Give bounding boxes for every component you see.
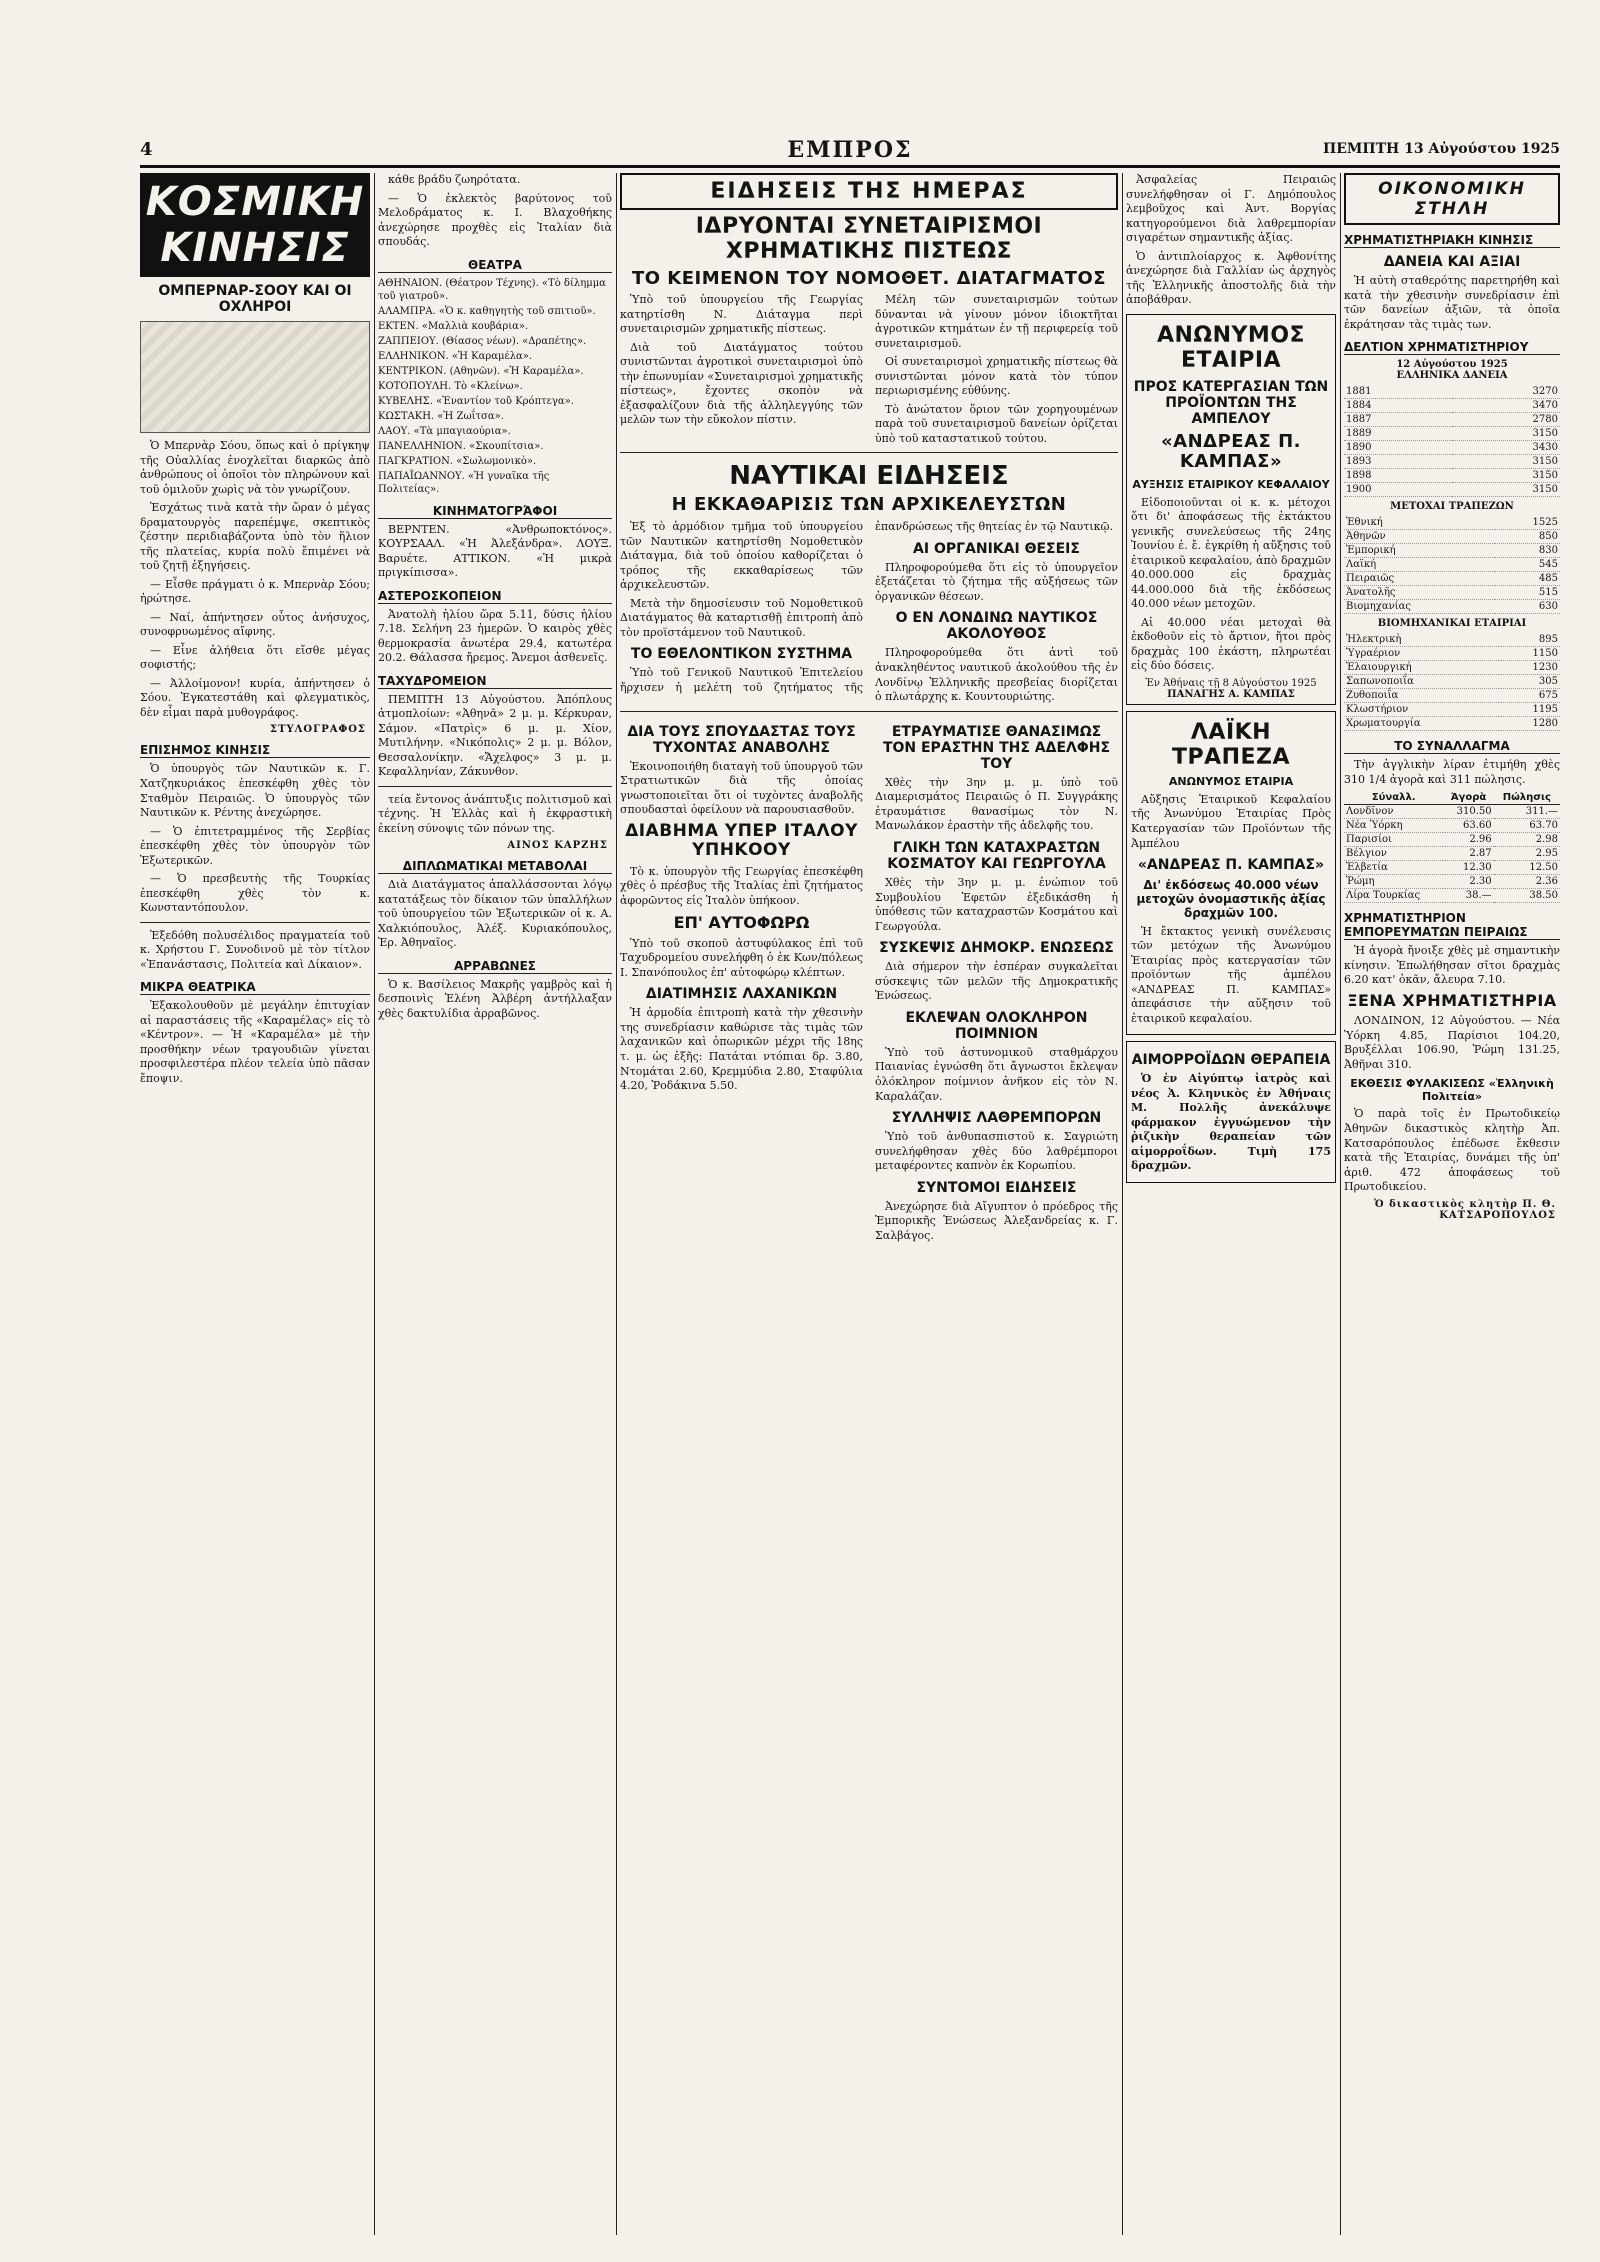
story-subheading: ΤΟ ΕΘΕΛΟΝΤΙΚΟΝ ΣΥΣΤΗΜΑ: [630, 646, 853, 663]
column-rule: [1122, 173, 1123, 2235]
table-value: 515: [1495, 586, 1560, 600]
exchange-table: [1344, 791, 1560, 903]
article-paragraph: Διὰ τοῦ Διατάγματος τούτου συνιστῶνται ἀγροτικοὶ συνεταιρισμοὶ ὑπὸ τὴν ἐπωνυμίαν «Συνεταιρισμοὶ χρηματικῆς πίστεως», ἔχοντες σκοπὸν νὰ ἐξασφαλίζουν διὰ τῆς ἀλληλεγγύης τῶν μελῶν των τὴν εὔκολον πίστιν.: [620, 340, 864, 427]
section-heading: ΧΡΗΜΑΤΙΣΤΗΡΙΑΚΗ ΚΙΝΗΣΙΣ: [1344, 233, 1560, 248]
subheadline: Η ΕΚΚΑΘΑΡΙΣΙΣ ΤΩΝ ΑΡΧΙΚΕΛΕΥΣΤΩΝ: [671, 494, 1067, 516]
bond-row: [1344, 413, 1560, 427]
article-paragraph: Διὰ σήμερον τὴν ἑσπέραν συγκαλεῖται σύσκεψις τῶν μελῶν τῆς Δημοκρατικῆς Ἑνώσεως.: [875, 960, 1118, 1003]
table-value: 12.50: [1494, 861, 1560, 875]
bond-row: [1344, 469, 1560, 483]
table-value: 2.98: [1494, 833, 1560, 847]
table-label: Σαπωνοποιΐα: [1344, 675, 1501, 689]
table-value: 1230: [1501, 661, 1560, 675]
bank-row: [1344, 600, 1560, 614]
table-label: Παρισίοι: [1344, 833, 1443, 847]
table-label: Λαϊκή: [1344, 558, 1495, 572]
table-value: 3470: [1452, 399, 1560, 413]
article-paragraph: Ἀνεχώρησε διὰ Αἴγυπτον ὁ πρόεδρος τῆς Ἐμπορικῆς Ἑνώσεως Ἀλεξανδρείας κ. Γ. Σαλβάγος.: [875, 1199, 1118, 1242]
section-banner-finance: ΟΙΚΟΝΟΜΙΚΗ ΣΤΗΛΗ: [1344, 173, 1560, 225]
table-value: 2.96: [1443, 833, 1493, 847]
advertisement-company: [1126, 314, 1336, 705]
industry-row: [1344, 703, 1560, 717]
table-value: 3270: [1452, 385, 1560, 399]
theatre-listing: ΠΑΝΕΛΛΗΝΙΟΝ. «Σκουπίτσια».: [378, 440, 544, 452]
theatre-listing: ΖΑΠΠΕΙΟΥ. (Θίασος νέων). «Δραπέτης».: [378, 335, 587, 347]
article-paragraph: — Ὁ ἐκλεκτὸς βαρύτονος τοῦ Μελοδράματος κ. Ι. Βλαχοθήκης ἀνεχώρησε προχθὲς εἰς Ἰταλίαν διὰ σπουδάς.: [378, 191, 612, 249]
ad-company-name: «ΑΝΔΡΕΑΣ Π. ΚΑΜΠΑΣ»: [1137, 857, 1325, 874]
newspaper-page: [140, 135, 1560, 2235]
article-paragraph: Ὑπὸ τοῦ Γενικοῦ Ναυτικοῦ Ἐπιτελείου ἤρχισεν ἡ μελέτη τοῦ ζητήματος τῆς ἐπανδρώσεως τῆς θητείας ἐν τῷ Ναυτικῷ.: [620, 520, 1113, 694]
section-heading: ΘΕΑΤΡΑ: [378, 258, 612, 273]
table-label: Βέλγιον: [1344, 847, 1443, 861]
table-label: 1884: [1344, 399, 1452, 413]
theatre-listing: ΛΑΟΥ. «Τὰ μπαγιαούρια».: [378, 425, 511, 437]
headline: ΝΑΥΤΙΚΑΙ ΕΙΔΗΣΕΙΣ: [729, 461, 1009, 492]
article-paragraph: Ἐξ τὸ ἁρμόδιον τμῆμα τοῦ ὑπουργείου τῶν Ναυτικῶν κατηρτίσθη Νομοθετικὸν Διάταγμα, διὰ τοῦ ὁποίου καθορίζεται ὁ τρόπος τῆς εκκαθαρίσεως τῶν ἀρχικελευστῶν.: [620, 520, 863, 592]
column-news: [620, 173, 1118, 2235]
table-label: Πειραιῶς: [1344, 572, 1495, 586]
industry-table: [1344, 633, 1560, 731]
table-label: Λονδῖνον: [1344, 805, 1443, 819]
section-heading: ΞΕΝΑ ΧΡΗΜΑΤΙΣΤΗΡΙΑ: [1347, 990, 1557, 1010]
article-paragraph: Ὁ ἀντιπλοίαρχος κ. Ἀφθονίτης ἀνεχώρησε διὰ Γαλλίαν ὡς ἀρχηγὸς τῆς Ἑλληνικῆς ἀποστολῆς διὰ τὴν ἀποβάθραν.: [1126, 249, 1336, 307]
industry-row: [1344, 661, 1560, 675]
table-header: Πώλησις: [1494, 791, 1560, 805]
exchange-row: [1344, 861, 1560, 875]
story-headline: ΕΚΛΕΨΑΝ ΟΛΟΚΛΗΡΟΝ ΠΟΙΜΝΙΟΝ: [905, 1009, 1088, 1042]
news-column-right: [875, 718, 1118, 1248]
bank-row: [1344, 586, 1560, 600]
theatre-listing: ΑΛΑΜΠΡΑ. «Ὁ κ. καθηγητὴς τοῦ σπιτιοῦ».: [378, 305, 596, 317]
section-heading: ΔΙΠΛΩΜΑΤΙΚΑΙ ΜΕΤΑΒΟΛΑΙ: [378, 859, 612, 874]
table-value: 830: [1495, 544, 1560, 558]
table-label: Ζυθοποιΐα: [1344, 689, 1501, 703]
table-value: 2.87: [1443, 847, 1493, 861]
article-paragraph: — Εἶσθε πράγματι ὁ κ. Μπερνὰρ Σόου; ἠρώτησε.: [140, 577, 370, 606]
story-headline: ΣΥΣΚΕΨΙΣ ΔΗΜΟΚΡ. ΕΝΩΣΕΩΣ: [879, 940, 1114, 957]
article-paragraph: Ὑπὸ τοῦ ἀνθυπασπιστοῦ κ. Σαγριώτη συνελήφθησαν χθὲς δύο λαθρέμποροι μεταφέροντες καπνὸν ἐκ Κορωπίου.: [875, 1130, 1118, 1173]
industry-row: [1344, 717, 1560, 731]
story-headline: ΔΙΑΒΗΜΑ ΥΠΕΡ ΙΤΑΛΟΥ ΥΠΗΚΟΟΥ: [625, 820, 858, 861]
table-value: 2.30: [1443, 875, 1493, 889]
theatre-listing: ΑΘΗΝΑΙΟΝ. (Θέατρον Τέχνης). «Τὸ δίλημμα τοῦ γιατροῦ».: [378, 277, 606, 302]
divider: [378, 786, 612, 787]
masthead: [140, 135, 1560, 168]
table-value: 485: [1495, 572, 1560, 586]
table-caption: ΒΙΟΜΗΧΑΝΙΚΑΙ ΕΤΑΙΡΙΑΙ: [1377, 618, 1527, 630]
story-headline: ΓΛΙΚΗ ΤΩΝ ΚΑΤΑΧΡΑΣΤΩΝ ΚΟΣΜΑΤΟΥ ΚΑΙ ΓΕΩΡΓΟΥΛΑ: [887, 839, 1106, 872]
table-value: 2.36: [1494, 875, 1560, 889]
bank-row: [1344, 516, 1560, 530]
article-paragraph: Ἡ ἀγορὰ ἤνοιξε χθὲς μὲ σημαντικὴν κίνησιν. Ἐπωλήθησαν σῖτοι δραχμὰς 6.20 κατ' ὀκᾶν, ἄλευρα 7.10.: [1344, 944, 1560, 987]
ad-title: ΑΙΜΟΡΡΟΪΔΩΝ ΘΕΡΑΠΕΙΑ: [1131, 1052, 1331, 1069]
theatre-listing: ΚΥΒΕΛΗΣ. «Ἐναντίον τοῦ Κρόπτεγα».: [378, 395, 574, 407]
advertisement-bank: [1126, 711, 1336, 1035]
table-value: 1150: [1501, 647, 1560, 661]
bulletin-title: ΔΕΛΤΙΟΝ ΧΡΗΜΑΤΙΣΤΗΡΙΟΥ: [1344, 340, 1560, 355]
table-label: 1889: [1344, 427, 1452, 441]
bank-row: [1344, 544, 1560, 558]
table-label: 1893: [1344, 455, 1452, 469]
divider: [620, 711, 1118, 712]
ad-caption: ΑΥΞΗΣΙΣ ΕΤΑΙΡΙΚΟΥ ΚΕΦΑΛΑΙΟΥ: [1132, 477, 1330, 491]
article-paragraph: Ἀσφαλείας Πειραιῶς συνελήφθησαν οἱ Γ. Δημόπουλος λεμβοῦχος καὶ Ἀντ. Βοργίας κατηγορούμενοι διὰ λαθρεμπορίαν σιγαρέτων σημαντικῆς ἀξίας.: [1126, 173, 1336, 245]
ad-offer: Δι' ἐκδόσεως 40.000 νέων μετοχῶν ὀνομαστικῆς ἀξίας δραχμῶν 100.: [1136, 878, 1326, 920]
ad-title: ΑΝΩΝΥΜΟΣ ΕΤΑΙΡΙΑ: [1156, 322, 1306, 373]
story-body: [620, 520, 1118, 704]
story-headline: ΔΙΑΤΙΜΗΣΙΣ ΛΑΧΑΝΙΚΩΝ: [645, 986, 838, 1003]
story-headline: ΕΤΡΑΥΜΑΤΙΣΕ ΘΑΝΑΣΙΜΩΣ ΤΟΝ ΕΡΑΣΤΗΝ ΤΗΣ ΑΔΕΛΦΗΣ ΤΟΥ: [882, 723, 1111, 772]
bond-row: [1344, 385, 1560, 399]
table-label: 1887: [1344, 413, 1452, 427]
exchange-row: [1344, 889, 1560, 903]
table-value: 545: [1495, 558, 1560, 572]
table-value: 3430: [1452, 441, 1560, 455]
table-label: Ἑλβετία: [1344, 861, 1443, 875]
ad-date: Ἐν Ἀθήναις τῇ 8 Αὐγούστου 1925: [1145, 677, 1317, 689]
industry-row: [1344, 675, 1560, 689]
column-arts: [378, 173, 612, 2235]
theatre-listing: ΠΑΓΚΡΑΤΙΟΝ. «Σωλωμονικὸ».: [378, 455, 537, 467]
table-value: 630: [1495, 600, 1560, 614]
table-caption: ΜΕΤΟΧΑΙ ΤΡΑΠΕΖΩΝ: [1390, 501, 1514, 513]
exchange-row: [1344, 833, 1560, 847]
table-value: 3150: [1452, 469, 1560, 483]
table-value: 2.95: [1494, 847, 1560, 861]
table-value: 305: [1501, 675, 1560, 689]
newspaper-name: ΕΜΠΡΟΣ: [787, 137, 913, 163]
article-paragraph: ΛΟΝΔΙΝΟΝ, 12 Αὐγούστου. — Νέα Ὑόρκη 4.85, Παρίσιοι 104.20, Βρυξέλλαι 106.90, Ῥώμη 131.25, Ἀθῆναι 310.: [1344, 1014, 1560, 1071]
article-paragraph: Ἐκοινοποιήθη διαταγὴ τοῦ ὑπουργοῦ τῶν Στρατιωτικῶν διὰ τῆς ὁποίας γνωστοποιεῖται ὅτι οἱ τυχὸντες ἀναβολῆς σπουδασταὶ ὀφείλουν νὰ παρουσιασθοῦν.: [620, 759, 863, 817]
ad-paragraph: Ἡ ἔκτακτος γενικὴ συνέλευσις τῶν μετόχων τῆς Ἀνωνύμου Ἑταιρίας πρὸς κατεργασίαν τῶν προϊόντων τῆς ἀμπέλου «ΑΝΔΡΕΑΣ Π. ΚΑΜΠΑΣ» ἀπεφάσισε τὴν αὔξησιν τοῦ ἐταιρικοῦ κεφαλαίου.: [1131, 924, 1331, 1025]
table-label: Βιομηχανίας: [1344, 600, 1495, 614]
table-value: 38.—: [1443, 889, 1493, 903]
story-headline: ΔΙΑ ΤΟΥΣ ΣΠΟΥΔΑΣΤΑΣ ΤΟΥΣ ΤΥΧΟΝΤΑΣ ΑΝΑΒΟΛΗΣ: [627, 723, 856, 756]
article-paragraph: Ὑπὸ τοῦ ὑπουργείου τῆς Γεωργίας κατηρτίσθη Ν. Διάταγμα περὶ συνεταιρισμῶν χρηματικῆς πίστεως.: [620, 293, 863, 336]
column-rule: [616, 173, 617, 2235]
table-value: 895: [1501, 633, 1560, 647]
column-notices: [1126, 173, 1336, 2235]
section-heading: ΑΣΤΕΡΟΣΚΟΠΕΙΟΝ: [378, 589, 612, 604]
table-label: Κλωστήριον: [1344, 703, 1501, 717]
table-label: 1881: [1344, 385, 1452, 399]
article-paragraph: — Ὁ πρεσβευτὴς τῆς Τουρκίας ἐπεσκέφθη χθὲς τὸν κ. Κωνσταντόπουλον.: [140, 872, 370, 915]
ad-paragraph: Αὔξησις Ἑταιρικοῦ Κεφαλαίου τῆς Ἀνωνύμου Ἑταιρίας Πρὸς Κατεργασίαν τῶν Προϊόντων τῆς Ἀμπέλου: [1131, 792, 1331, 850]
table-caption: ΕΛΛΗΝΙΚΑ ΔΑΝΕΙΑ: [1396, 370, 1508, 382]
article-paragraph: Ἡ αὐτὴ σταθερότης παρετηρήθη καὶ κατὰ τὴν χθεσινὴν συνεδρίασιν ἐπὶ τῶν δανείων ἀξιῶν, τὰ ὁποῖα ἐκράτησαν τὰς τιμὰς των.: [1344, 274, 1560, 331]
table-value: 38.50: [1494, 889, 1560, 903]
cinema-listing: ΒΕΡΝΤΕΝ. «Ἀνθρωποκτόνος». ΚΟΥΡΣΑΑΛ. «Ἡ Ἀλεξάνδρα». ΛΟΥΞ. Βαρυέτε. ΑΤΤΙΚΟΝ. «Ἡ μικρὰ πριγκίπισσα».: [378, 522, 612, 580]
article-paragraph: Διὰ Διατάγματος ἀπαλλάσσονται λόγῳ κατατάξεως τὸν δίκαιον τῶν ὑπαλλήλων τοῦ ὑπουργείου τῶν Ἐξωτερικῶν οἱ κ. Α. Χαλκιόπουλος, Ἀλέξ. Κυριακόπουλος, Ἐρ. Ἀθηναῖος.: [378, 878, 612, 950]
ad-company-name: «ΑΝΔΡΕΑΣ Π. ΚΑΜΠΑΣ»: [1161, 430, 1301, 473]
industry-row: [1344, 647, 1560, 661]
bank-row: [1344, 572, 1560, 586]
byline: ΣΤΥΛΟΓΡΑΦΟΣ: [270, 724, 366, 736]
article-paragraph: Τὸ κ. ὑπουργὸν τῆς Γεωργίας ἐπεσκέφθη χθὲς ὁ πρέσβυς τῆς Ἰταλίας ἐπὶ ζητήματος ἀφορῶντος εἰς Ἰταλὸν ὑπήκοον.: [620, 864, 863, 907]
section-title-society: ΚΟΣΜΙΚΗ ΚΙΝΗΣΙΣ: [140, 173, 370, 277]
story-headline: ΣΥΝΤΟΜΟΙ ΕΙΔΗΣΕΙΣ: [916, 1179, 1077, 1196]
page-number: 4: [140, 139, 153, 160]
theatre-listing: ΚΩΣΤΑΚΗ. «Ἡ Ζωΐτσα».: [378, 410, 504, 422]
ad-paragraph: Εἰδοποιοῦνται οἱ κ. κ. μέτοχοι ὅτι δι' ἀποφάσεως τῆς ἐκτάκτου γενικῆς συνελεύσεως τῆς 24ης Ἰουνίου ἐ. ἔ. ἐγκρίθη ἡ αὔξησις τοῦ ἐταιρικοῦ κεφαλαίου, ἀπὸ δραχμῶν 40.000.000 εἰς δραχμὰς 44.000.000 διὰ τῆς ἐκδόσεως 40.000 νέων μετοχῶν.: [1131, 495, 1331, 611]
article-paragraph: τεία ἔντονος ἀνάπτυξις πολιτισμοῦ καὶ τέχνης. Ἡ Ἑλλὰς καὶ ἡ ἐκφραστικὴ ἐκείνη σύνοψις τῶν πόνων της.: [378, 792, 612, 835]
banks-table: [1344, 516, 1560, 614]
exchange-row: [1344, 805, 1560, 819]
ad-title: ΛΑΪΚΗ ΤΡΑΠΕΖΑ: [1171, 719, 1291, 771]
article-paragraph: Χθὲς τὴν 3ην μ. μ. ὑπὸ τοῦ Διαμερισμάτος Πειραιῶς ὁ Π. Συγγράκης ἐτραυμάτισε θανασίμως τὸν Ν. Μανωλάκον ἐραστὴν τῆς ἀδελφῆς του.: [875, 775, 1118, 833]
table-value: 3150: [1452, 455, 1560, 469]
story-subheading: Ο ΕΝ ΛΟΝΔΙΝΩ ΝΑΥΤΙΚΟΣ ΑΚΟΛΟΥΘΟΣ: [895, 610, 1098, 643]
notice-signature: Ὁ δικαστικὸς κλητὴρ Π. Θ. ΚΑΤΣΑΡΟΠΟΥΛΟΣ: [1374, 1198, 1556, 1221]
article-paragraph: — Εἶνε ἀλήθεια ὅτι εἴσθε μέγας σοφιστής;: [140, 643, 370, 672]
bond-row: [1344, 427, 1560, 441]
table-value: 311.—: [1494, 805, 1560, 819]
ad-subtitle: ΑΝΩΝΥΜΟΣ ΕΤΑΙΡΙΑ: [1168, 775, 1294, 789]
bank-row: [1344, 558, 1560, 572]
byline: ΑΙΝΟΣ ΚΑΡΖΗΣ: [507, 840, 608, 852]
ad-paragraph: Ὁ ἐν Αἰγύπτῳ ἰατρὸς καὶ νέος Ἀ. Κληνικὸς ἐν Ἀθήναις Μ. Πολλῆς ἀνεκάλυψε φάρμακον ἐγγυώμενον τὴν ῥιζικὴν θεραπείαν τῶν αἱμορροΐδων. Τιμὴ 175 δραχμῶν.: [1131, 1072, 1331, 1173]
table-value: 1280: [1501, 717, 1560, 731]
article-paragraph: — Ὁ ἐπιτετραμμένος τῆς Σερβίας ἐπεσκέφθη χθὲς τὸν ὑπουργὸν τῶν Ἐξωτερικῶν.: [140, 824, 370, 867]
table-value: 12.30: [1443, 861, 1493, 875]
article-paragraph: Ὑπὸ τοῦ σκοποῦ ἀστυφύλακος ἐπὶ τοῦ Ταχυδρομείου συνελήφθη ὁ ἐκ Κων/πόλεως Ι. Σπανόπουλος ἐπ' αὐτοφώρῳ κλέπτων.: [620, 936, 863, 979]
table-value: 3150: [1452, 427, 1560, 441]
ad-subtitle: ΠΡΟΣ ΚΑΤΕΡΓΑΣΙΑΝ ΤΩΝ ΠΡΟΪΟΝΤΩΝ ΤΗΣ ΑΜΠΕΛΟΥ: [1133, 379, 1329, 428]
advertisement-medical: [1126, 1041, 1336, 1183]
exchange-row: [1344, 819, 1560, 833]
table-label: Ἠλεκτρικὴ: [1344, 633, 1501, 647]
section-heading: ΕΠΙΣΗΜΟΣ ΚΙΝΗΣΙΣ: [140, 743, 370, 758]
column-rule: [374, 173, 375, 2235]
bank-row: [1344, 530, 1560, 544]
section-heading: ΤΟ ΣΥΝΑΛΛΑΓΜΑ: [1344, 739, 1560, 754]
column-finance: [1344, 173, 1560, 2235]
theatre-listing: ΕΛΛΗΝΙΚΟΝ. «Ἡ Καραμέλα».: [378, 350, 533, 362]
table-label: 1890: [1344, 441, 1452, 455]
table-value: 1195: [1501, 703, 1560, 717]
theatre-list: [378, 277, 612, 496]
bond-row: [1344, 399, 1560, 413]
table-label: Ἀνατολῆς: [1344, 586, 1495, 600]
table-label: Νέα Ὑόρκη: [1344, 819, 1443, 833]
article-paragraph: Ὁ κ. Βασίλειος Μακρῆς γαμβρὸς καὶ ἡ δεσποινὶς Ἑλένη Ἀλβέρη ἀντήλλαξαν χθὲς δακτυλίδια ἀρραβῶνος.: [378, 977, 612, 1020]
theatre-listing: ΚΕΝΤΡΙΚΟΝ. (Αθηνῶν). «Ἡ Καραμέλα».: [378, 365, 584, 377]
article-paragraph: Τὴν ἀγγλικὴν λίραν ἐτιμήθη χθὲς 310 1/4 ἀγορὰ καὶ 311 πώλησις.: [1344, 758, 1560, 786]
table-value: 1525: [1495, 516, 1560, 530]
bond-row: [1344, 441, 1560, 455]
article-paragraph: Ὁ παρὰ τοῖς ἐν Πρωτοδικείῳ Ἀθηνῶν δικαστικὸς κλητὴρ Ἀπ. Κατσαρόπουλος ἐπέδωσε ἔκθεσιν κατὰ τῆς Ἑταιρίας, δυνάμει τῆς ὑπ' ἀριθ. 472 ἀποφάσεως τοῦ Πρωτοδικείου.: [1344, 1107, 1560, 1194]
story-body: [620, 293, 1118, 446]
article-paragraph: Πληροφορούμεθα ὅτι εἰς τὸ ὑπουργεῖον ἐξετάζεται τὸ ζήτημα τῆς αὐξήσεως τῶν ὀργανικῶν θέσεων.: [875, 560, 1118, 603]
table-header: Ἀγορὰ: [1443, 791, 1493, 805]
story-headline: ΕΠ' ΑΥΤΟΦΩΡΩ: [673, 913, 810, 933]
table-header: Σύναλλ.: [1344, 791, 1443, 805]
issue-date: ΠΕΜΠΤΗ 13 Αὐγούστου 1925: [1323, 141, 1560, 157]
divider: [620, 452, 1118, 453]
column-rule: [1340, 173, 1341, 2235]
table-label: Ἐλαιουργική: [1344, 661, 1501, 675]
table-label: 1900: [1344, 483, 1452, 497]
table-value: 850: [1495, 530, 1560, 544]
table-label: 1898: [1344, 469, 1452, 483]
theatre-listing: ΕΚΤΕΝ. «Μαλλιὰ κουβάρια».: [378, 320, 529, 332]
table-label: Ὑγραέριον: [1344, 647, 1501, 661]
article-paragraph: — Ναί, ἀπήντησεν οὗτος ἀνήσυχος, συνοφρυωμένος αἴφνης.: [140, 610, 370, 639]
table-label: Χρωματουργία: [1344, 717, 1501, 731]
bond-row: [1344, 483, 1560, 497]
article-paragraph: Οἱ συνεταιρισμοὶ χρηματικῆς πίστεως θὰ συνιστῶνται μόνον κατὰ τὸν τύπον περιωρισμένης εὐθύνης.: [875, 355, 1118, 398]
news-column-left: [620, 718, 863, 1248]
article-paragraph: Ὁ ὑπουργὸς τῶν Ναυτικῶν κ. Γ. Χατζηκυριάκος ἐπεσκέφθη χθὲς τὸν Σταθμὸν Πειραιῶς. Ὁ ὑπουργὸς τῶν Ναυτικῶν κ. Ρέντης ἀνεχώρησε.: [140, 762, 370, 820]
section-heading: ΤΑΧΥΔΡΟΜΕΙΟΝ: [378, 674, 612, 689]
article-paragraph: Ἡ ἁρμοδία ἐπιτροπὴ κατὰ τὴν χθεσινὴν της συνεδρίασιν καθώρισε τὰς τιμὰς τῶν λαχανικῶν καὶ ὀπωρικῶν μέχρι τῆς 18ης τ. μ. ὡς ἑξῆς: Πατάται ντόπιαι δρ. 3.80, Ντομάται 2.60, Κρεμμύδια 2.80, Σταφύλια 4.20, Ῥοδάκινα 5.50.: [620, 1006, 863, 1093]
article-paragraph: Ἐσχάτως τινὰ κατὰ τὴν ὥραν ὁ μέγας δραματουργὸς παρεπέμψε, σκεπτικὸς ζέστην περιδιαβάζοντα ὑπὸ τὸν ἥλιον τῆς πλατείας, κυρία πολὺ ἔπιμένει νὰ τοῦ ζητῇ ἐξηγήσεις.: [140, 501, 370, 573]
article-paragraph: Ἐξακολουθοῦν μὲ μεγάλην ἐπιτυχίαν αἱ παραστάσεις τῆς «Καραμέλας» εἰς τὸ «Κέντρον». — Ἡ «Καραμέλα» μὲ τὴν προσθήκην νέων τραγουδιῶν γίνεται προσφιλεστέρα πλέον τελεία ὑπὸ πᾶσαν ἔποψιν.: [140, 999, 370, 1085]
theatre-listing: ΠΑΠΑΪΩΑΝΝΟΥ. «Ἡ γυναῖκα τῆς Πολιτείας».: [378, 470, 550, 495]
table-label: Ῥώμη: [1344, 875, 1443, 889]
industry-row: [1344, 633, 1560, 647]
article-paragraph: Χθὲς τὴν 3ην μ. μ. ἐνώπιον τοῦ Συμβουλίου Ἐφετῶν ἐξεδικάσθη ἡ ὑπόθεσις τῶν καταχραστῶν Κοσμάτου καὶ Γεωργούλα.: [875, 876, 1118, 933]
ad-signature: ΠΑΝΑΓΗΣ Α. ΚΑΜΠΑΣ: [1167, 688, 1295, 700]
article-paragraph: ΠΕΜΠΤΗ 13 Αὐγούστου. Ἀπόπλους ἀτμοπλοίων: «Ἀθηνᾶ» 2 μ. μ. Κέρκυραν, Σάμον. «Πατρὶς» 6 μ. μ. Χίον, Μυτιλήνην. «Νικόπολις» 2 μ. μ. Βόλον, Θεσσαλονίκην. «Ἄχελφος» 3 μ. μ. Κεφαλληνίαν, Ζάκυνθον.: [378, 692, 612, 779]
exchange-row: [1344, 847, 1560, 861]
table-label: Λίρα Τουρκίας: [1344, 889, 1443, 903]
bond-row: [1344, 455, 1560, 469]
illustration-image: [140, 321, 370, 433]
table-value: 63.70: [1494, 819, 1560, 833]
article-paragraph: Μετὰ τὴν δημοσίευσιν τοῦ Νομοθετικοῦ Διατάγματος θὰ καταρτισθῇ ἐπιτροπὴ ἀπὸ τὸν προϊστάμενον τοῦ Ναυτικοῦ.: [620, 596, 863, 639]
subheadline: ΤΟ ΚΕΙΜΕΝΟΝ ΤΟΥ ΝΟΜΟΘΕΤ. ΔΙΑΤΑΓΜΑΤΟΣ: [631, 267, 1107, 289]
table-label: Ἐθνική: [1344, 516, 1495, 530]
table-value: 2780: [1452, 413, 1560, 427]
table-label: Ἐμπορική: [1344, 544, 1495, 558]
ad-paragraph: Αἱ 40.000 νέαι μετοχαὶ θὰ ἐκδοθοῦν εἰς τὸ ἄρτιον, ἤτοι πρὸς δραχμὰς 100 ἑκάστη, πληρωτέαι εἰς δύο δόσεις.: [1131, 615, 1331, 673]
table-value: 63.60: [1443, 819, 1493, 833]
section-heading: ΜΙΚΡΑ ΘΕΑΤΡΙΚΑ: [140, 980, 370, 995]
article-paragraph: Τὸ ἀνώτατον ὅριον τῶν χορηγουμένων παρὰ τοῦ συνεταιρισμοῦ δανείων ὁρίζεται ὑπὸ τοῦ καταστατικοῦ τούτου.: [875, 402, 1118, 445]
section-subheading: ΔΑΝΕΙΑ ΚΑΙ ΑΞΙΑΙ: [1383, 254, 1521, 270]
story-headline: ΣΥΛΛΗΨΙΣ ΛΑΘΡΕΜΠΟΡΩΝ: [891, 1110, 1102, 1127]
section-heading: ΚΙΝΗΜΑΤΟΓΡΆΦΟΙ: [378, 504, 612, 519]
section-banner-news: ΕΙΔΗΣΕΙΣ ΤΗΣ ΗΜΕΡΑΣ: [620, 173, 1118, 210]
table-value: 310.50: [1443, 805, 1493, 819]
column-society: [140, 173, 370, 2235]
story-subheading: ΑΙ ΟΡΓΑΝΙΚΑΙ ΘΕΣΕΙΣ: [913, 540, 1080, 557]
notice-title: ΕΚΘΕΣΙΣ ΦΥΛΑΚΙΣΕΩΣ «Ἑλληνικὴ Πολιτεία»: [1350, 1077, 1554, 1103]
bonds-table: [1344, 385, 1560, 497]
divider: [140, 922, 370, 923]
industry-row: [1344, 689, 1560, 703]
article-paragraph: Πληροφορούμεθα ὅτι ἀντὶ τοῦ ἀνακληθέντος ναυτικοῦ ἀκολούθου τῆς ἐν Λονδίνῳ Ἑλληνικῆς πρεσβείας διορίζεται ὁ πλωτάρχης κ. Κουντουριώτης.: [875, 646, 1118, 704]
exchange-row: [1344, 875, 1560, 889]
table-value: 3150: [1452, 483, 1560, 497]
section-heading: ΧΡΗΜΑΤΙΣΤΗΡΙΟΝ ΕΜΠΟΡΕΥΜΑΤΩΝ ΠΕΙΡΑΙΩΣ: [1344, 911, 1560, 940]
table-value: 675: [1501, 689, 1560, 703]
table-label: Ἀθηνῶν: [1344, 530, 1495, 544]
bulletin-date: 12 Αὐγούστου 1925: [1396, 359, 1508, 371]
article-paragraph: κάθε βράδυ ζωηρότατα.: [388, 173, 521, 186]
section-heading: ΑΡΡΑΒΩΝΕΣ: [378, 959, 612, 974]
article-paragraph: Μέλη τῶν συνεταιρισμῶν τούτων δύνανται νὰ γίνουν μόνον ἰδιοκτῆται ἀγροτικῶν κτημάτων ἐν τῇ περιφερείᾳ τοῦ συνεταιρισμοῦ.: [875, 293, 1118, 350]
headline: ΙΔΡΥΟΝΤΑΙ ΣΥΝΕΤΑΙΡΙΣΜΟΙ ΧΡΗΜΑΤΙΚΗΣ ΠΙΣΤΕΩΣ: [695, 214, 1043, 265]
feature-title: ΟΜΠΕΡΝΑΡ-ΣΟΟΥ ΚΑΙ ΟΙ ΟΧΛΗΡΟΙ: [158, 283, 352, 316]
theatre-listing: ΚΟΤΟΠΟΥΛΗ. Τὸ «Κλείνω».: [378, 380, 523, 392]
article-paragraph: Ὁ Μπερνὰρ Σόου, ὅπως καὶ ὁ πρίγκηψ τῆς Οὐαλλίας ἐνοχλεῖται διαρκῶς ἀπὸ ἀνθρώπους οἱ ὁποῖοι τὸν πληρώνουν καὶ τοῦ ὁμιλοῦν χωρὶς νὰ τὸν γνωρίζουν.: [140, 439, 370, 496]
news-grid: [620, 718, 1118, 1248]
article-paragraph: Ἀνατολὴ ἡλίου ὥρα 5.11, δύσις ἡλίου 7.18. Σελήνη 23 ἡμερῶν. Ὁ καιρὸς χθὲς θερμοκρασία ἀνωτέρα 29.4, κατωτέρα 20.2. Θάλασσα ἤρεμος. Ἄνεμοι ἀσθενεῖς.: [378, 607, 612, 665]
article-paragraph: Ἐξεδόθη πολυσέλιδος πραγματεία τοῦ κ. Χρήστου Γ. Συνοδινοῦ μὲ τὸν τίτλον «Ἐπανάστασις, Πολιτεία καὶ Δίκαιον».: [140, 928, 370, 971]
article-paragraph: — Ἀλλοίμονον! κυρία, ἀπήντησεν ὁ Σόου. Ἐγκατεστάθη καὶ φλεγματικὸς, δὲν εἶμαι παρὰ μυθογράφος.: [140, 676, 370, 719]
article-paragraph: Ὑπὸ τοῦ ἀστυνομικοῦ σταθμάρχου Παιανίας ἐγνώσθη ὅτι ἄγνωστοι ἔκλεψαν ὁλόκληρον ποίμνιον ἀνῆκον εἰς τὸν Ν. Καραλάζαν.: [875, 1045, 1118, 1103]
